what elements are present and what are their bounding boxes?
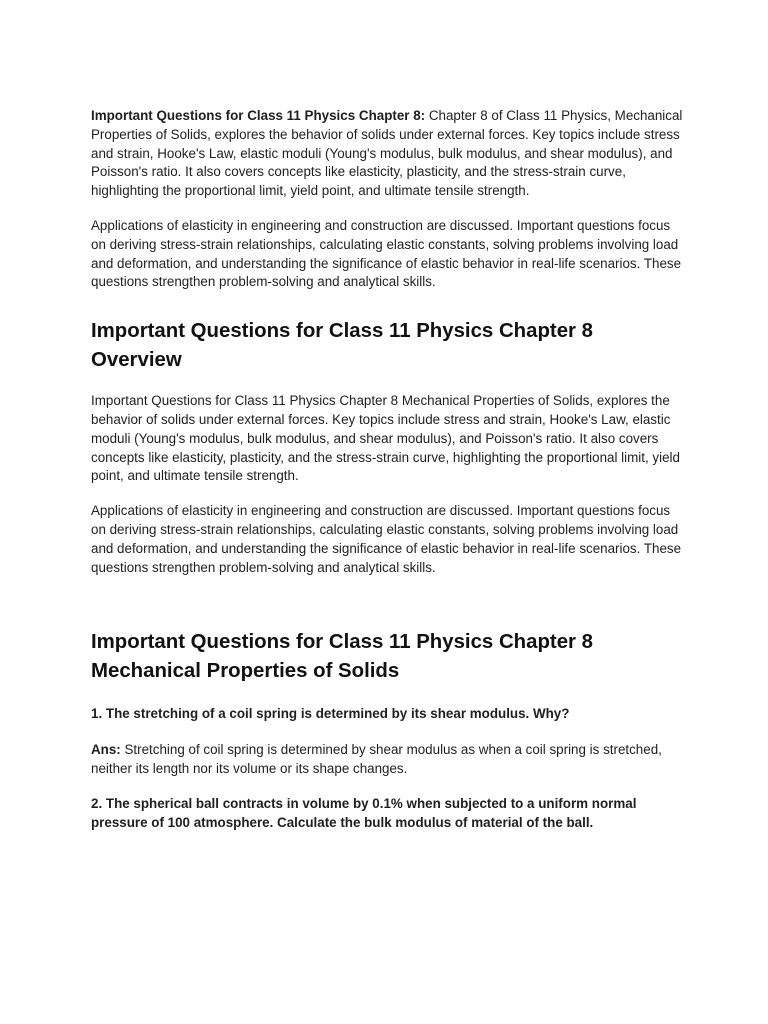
overview-paragraph-1: Important Questions for Class 11 Physics Chapter 8 Mechanical Properties of Solids, explores the behavior of solids under external forces. Key topics include stress and strain, Hooke's Law, elastic moduli (Young's modulus, bulk modulus, and shear modulus), and Poisson's ratio. It also covers concepts like elasticity, plasticity, and the stress-strain curve, highlighting the proportional limit, yield point, and ultimate tensile strength.: [91, 393, 680, 484]
overview-heading: Important Questions for Class 11 Physics Chapter 8 Overview: [91, 320, 593, 371]
question-1: 1. The stretching of a coil spring is determined by its shear modulus. Why?: [91, 706, 570, 722]
document-page: [91, 107, 683, 832]
question-2: 2. The spherical ball contracts in volume by 0.1% when subjected to a uniform normal pressure of 100 atmosphere. Calculate the bulk modulus of material of the ball.: [91, 795, 637, 830]
answer-1: [91, 741, 683, 779]
intro-lead: Important Questions for Class 11 Physics Chapter 8:: [91, 108, 426, 123]
answer-1-label: Ans:: [91, 742, 121, 758]
answer-1-text: Stretching of coil spring is determined by shear modulus as when a coil spring is stretched, neither its length nor its volume or its shape changes.: [91, 742, 662, 776]
intro-paragraph: [91, 107, 683, 201]
intro-text: Chapter 8 of Class 11 Physics, Mechanical Properties of Solids, explores the behavior of solids under external forces. Key topics include stress and strain, Hooke's Law, elastic moduli (Young's modulus, bulk modulus, and shear modulus), and Poisson's ratio. It also covers concepts like elasticity, plasticity, and the stress-strain curve, highlighting the proportional limit, yield point, and ultimate tensile strength.: [91, 108, 683, 199]
questions-section-heading: Important Questions for Class 11 Physics Chapter 8 Mechanical Properties of Solids: [91, 631, 593, 682]
intro-paragraph-2: Applications of elasticity in engineering and construction are discussed. Important questions focus on deriving stress-strain relationships, calculating elastic constants, solving problems involving load and deformation, and understanding the significance of elastic behavior in real-life scenarios. These questions strengthen problem-solving and analytical skills.: [91, 217, 682, 290]
overview-paragraph-2: Applications of elasticity in engineering and construction are discussed. Important questions focus on deriving stress-strain relationships, calculating elastic constants, solving problems involving load and deformation, and understanding the significance of elastic behavior in real-life scenarios. These questions strengthen problem-solving and analytical skills.: [91, 503, 682, 575]
